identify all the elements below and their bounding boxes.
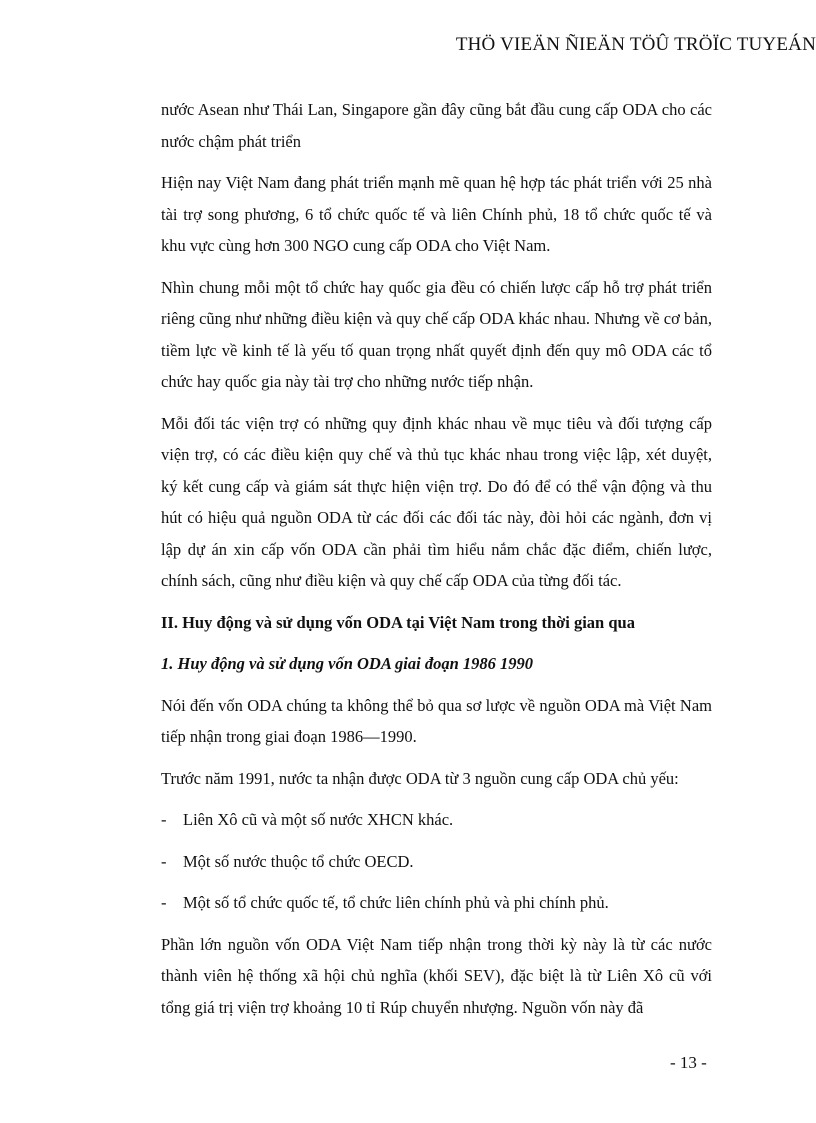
- bullet-text: Liên Xô cũ và một số nước XHCN khác.: [183, 810, 454, 829]
- document-body: [161, 94, 712, 1033]
- paragraph-donor-regulations: Mỗi đối tác viện trợ có những quy định khác nhau về mục tiêu và đối tượng cấp viện trợ, có các điều kiện quy chế và thủ tục khác nhau trong việc lập, xét duyệt, ký kết cung cấp và giám sát thực hiện viện trợ. Do đó để có thể vận động và thu hút có hiệu quả nguồn ODA từ các đối các đối tác này, đòi hỏi các ngành, đơn vị lập dự án xin cấp vốn ODA cần phải tìm hiểu nắm chắc đặc điểm, chiến lược, chính sách, cũng như điều kiện và quy chế cấp ODA của từng đối tác.: [161, 413, 712, 590]
- paragraph-asean-donors: nước Asean như Thái Lan, Singapore gần đây cũng bắt đầu cung cấp ODA cho các nước chậm phát triển: [161, 100, 712, 151]
- paragraph-vietnam-partners: Hiện nay Việt Nam đang phát triển mạnh mẽ quan hệ hợp tác phát triển với 25 nhà tài trợ song phương, 6 tổ chức quốc tế và liên Chính phủ, 18 tổ chức quốc tế và khu vực cùng hơn 300 NGO cung cấp ODA cho Việt Nam.: [161, 173, 712, 255]
- library-header: THÖ VIEÄN ÑIEÄN TÖÛ TRÖÏC TUYEÁN: [455, 34, 816, 55]
- paragraph-sev-sources: Phần lớn nguồn vốn ODA Việt Nam tiếp nhận trong thời kỳ này là từ các nước thành viên hệ thống xã hội chủ nghĩa (khối SEV), đặc biệt là từ Liên Xô cũ với tổng giá trị viện trợ khoảng 10 tỉ Rúp chuyển nhượng. Nguồn vốn này đã: [161, 934, 712, 1017]
- paragraph-three-sources: Trước năm 1991, nước ta nhận được ODA từ 3 nguồn cung cấp ODA chủ yếu:: [161, 768, 679, 788]
- bullet-text: Một số tổ chức quốc tế, tổ chức liên chính phủ và phi chính phủ.: [183, 893, 609, 912]
- bullet-dash: -: [161, 893, 167, 912]
- paragraph-oda-overview: Nói đến vốn ODA chúng ta không thể bỏ qua sơ lược về nguồn ODA mà Việt Nam tiếp nhận trong giai đoạn 1986—1990.: [161, 695, 712, 746]
- bullet-dash: -: [161, 810, 167, 829]
- list-item: [161, 887, 712, 919]
- page-number: - 13 -: [670, 1053, 707, 1072]
- bullet-dash: -: [161, 851, 167, 871]
- bullet-text: Một số nước thuộc tổ chức OECD.: [183, 851, 414, 871]
- list-item: [161, 846, 712, 878]
- section-heading-ii: II. Huy động và sử dụng vốn ODA tại Việt Nam trong thời gian qua: [161, 612, 635, 632]
- paragraph-donor-strategies: Nhìn chung mỗi một tổ chức hay quốc gia đều có chiến lược cấp hỗ trợ phát triển riêng cũng như những điều kiện và quy chế cấp ODA khác nhau. Nhưng về cơ bản, tiềm lực về kinh tế là yếu tố quan trọng nhất quyết định đến quy mô ODA các tổ chức hay quốc gia này tài trợ cho những nước tiếp nhận.: [161, 277, 712, 391]
- list-item: [161, 804, 712, 836]
- subsection-heading-1: 1. Huy động và sử dụng vốn ODA giai đoạn 1986 1990: [161, 654, 534, 673]
